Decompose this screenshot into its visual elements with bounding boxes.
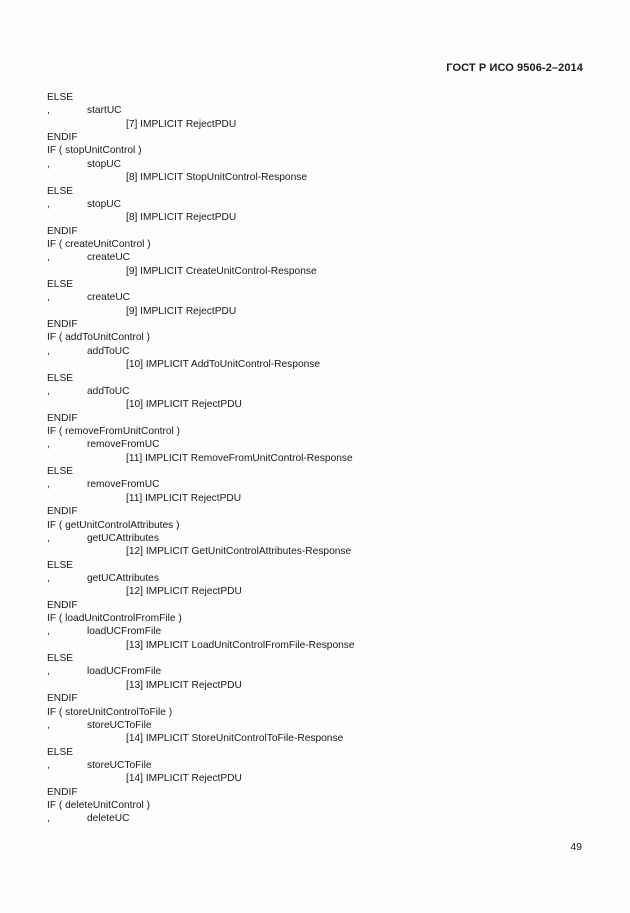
code-line (47, 492, 587, 505)
code-keyword: ENDIF (47, 693, 78, 705)
code-alternative-name: stopUC (87, 158, 121, 170)
code-type-reference: [9] IMPLICIT CreateUnitControl-Response (126, 265, 317, 277)
code-line (47, 545, 587, 558)
code-line (47, 278, 587, 291)
comma-separator: , (47, 479, 50, 491)
code-keyword: IF ( getUnitControlAttributes ) (47, 519, 180, 531)
code-line (47, 398, 587, 411)
code-keyword: IF ( deleteUnitControl ) (47, 800, 151, 812)
code-line (47, 291, 587, 304)
code-line (47, 158, 587, 171)
code-line (47, 372, 587, 385)
code-alternative-name: removeFromUC (87, 439, 160, 451)
code-line (47, 746, 587, 759)
code-line (47, 358, 587, 371)
comma-separator: , (47, 105, 50, 117)
code-keyword: ENDIF (47, 319, 78, 331)
comma-separator: , (47, 572, 50, 584)
code-line (47, 265, 587, 278)
code-line (47, 599, 587, 612)
code-alternative-name: getUCAttributes (87, 532, 159, 544)
code-line (47, 452, 587, 465)
comma-separator: , (47, 719, 50, 731)
code-line (47, 305, 587, 318)
asn1-code-listing (47, 91, 587, 826)
comma-separator: , (47, 439, 50, 451)
code-line (47, 692, 587, 705)
code-alternative-name: createUC (87, 252, 131, 264)
code-line (47, 331, 587, 344)
code-line (47, 759, 587, 772)
code-keyword: ELSE (47, 372, 74, 384)
code-keyword: ELSE (47, 92, 74, 103)
code-line (47, 318, 587, 331)
code-keyword: ELSE (47, 279, 74, 291)
code-line (47, 225, 587, 238)
code-keyword: ENDIF (47, 786, 78, 798)
code-type-reference: [8] IMPLICIT RejectPDU (126, 212, 237, 224)
code-line (47, 719, 587, 732)
code-line (47, 171, 587, 184)
code-alternative-name: addToUC (87, 385, 130, 397)
comma-separator: , (47, 666, 50, 678)
comma-separator: , (47, 198, 50, 210)
code-line (47, 118, 587, 131)
code-alternative-name: stopUC (87, 198, 121, 210)
code-line (47, 345, 587, 358)
code-line (47, 772, 587, 785)
code-type-reference: [14] IMPLICIT RejectPDU (126, 773, 242, 785)
page-number: 49 (570, 841, 582, 853)
code-line (47, 185, 587, 198)
code-line (47, 519, 587, 532)
comma-separator: , (47, 385, 50, 397)
code-line (47, 625, 587, 638)
code-alternative-name: startUC (87, 105, 122, 117)
code-keyword: ELSE (47, 746, 74, 758)
code-type-reference: [11] IMPLICIT RemoveFromUnitControl-Response (126, 452, 353, 464)
code-type-reference: [11] IMPLICIT RejectPDU (126, 492, 242, 504)
code-keyword: IF ( removeFromUnitControl ) (47, 425, 181, 437)
code-line (47, 91, 587, 104)
code-line (47, 211, 587, 224)
code-type-reference: [7] IMPLICIT RejectPDU (126, 118, 237, 130)
code-line (47, 572, 587, 585)
comma-separator: , (47, 813, 50, 825)
code-line (47, 639, 587, 652)
code-type-reference: [9] IMPLICIT RejectPDU (126, 305, 237, 317)
code-alternative-name: storeUCToFile (87, 719, 152, 731)
code-type-reference: [10] IMPLICIT AddToUnitControl-Response (126, 359, 321, 371)
comma-separator: , (47, 759, 50, 771)
code-keyword: ELSE (47, 466, 74, 478)
code-keyword: IF ( storeUnitControlToFile ) (47, 706, 173, 718)
comma-separator: , (47, 158, 50, 170)
code-type-reference: [13] IMPLICIT RejectPDU (126, 679, 242, 691)
code-line (47, 665, 587, 678)
code-line (47, 732, 587, 745)
code-line (47, 652, 587, 665)
code-line (47, 238, 587, 251)
code-keyword: IF ( addToUnitControl ) (47, 332, 151, 344)
code-keyword: ELSE (47, 185, 74, 197)
comma-separator: , (47, 532, 50, 544)
code-alternative-name: removeFromUC (87, 479, 160, 491)
code-alternative-name: loadUCFromFile (87, 666, 162, 678)
code-type-reference: [8] IMPLICIT StopUnitControl-Response (126, 172, 308, 184)
comma-separator: , (47, 252, 50, 264)
code-keyword: ENDIF (47, 132, 78, 144)
code-keyword: ENDIF (47, 599, 78, 611)
document-code-header: ГОСТ Р ИСО 9506-2–2014 (446, 62, 583, 74)
code-line (47, 706, 587, 719)
code-line (47, 812, 587, 825)
code-alternative-name: createUC (87, 292, 131, 304)
comma-separator: , (47, 345, 50, 357)
comma-separator: , (47, 292, 50, 304)
code-line (47, 438, 587, 451)
code-keyword: IF ( loadUnitControlFromFile ) (47, 613, 182, 625)
code-line (47, 104, 587, 117)
code-line (47, 799, 587, 812)
code-line (47, 532, 587, 545)
code-type-reference: [13] IMPLICIT LoadUnitControlFromFile-Response (126, 639, 355, 651)
code-keyword: IF ( stopUnitControl ) (47, 145, 142, 157)
code-line (47, 412, 587, 425)
code-line (47, 612, 587, 625)
code-alternative-name: storeUCToFile (87, 759, 152, 771)
code-line (47, 786, 587, 799)
code-line (47, 144, 587, 157)
code-keyword: ELSE (47, 559, 74, 571)
code-keyword: ELSE (47, 653, 74, 665)
code-line (47, 425, 587, 438)
code-alternative-name: addToUC (87, 345, 130, 357)
code-line (47, 385, 587, 398)
code-alternative-name: loadUCFromFile (87, 626, 162, 638)
code-line (47, 251, 587, 264)
code-type-reference: [10] IMPLICIT RejectPDU (126, 399, 242, 411)
code-alternative-name: deleteUC (87, 813, 130, 825)
code-line (47, 585, 587, 598)
code-line (47, 465, 587, 478)
code-line (47, 478, 587, 491)
code-line (47, 131, 587, 144)
code-keyword: ENDIF (47, 412, 78, 424)
code-keyword: ENDIF (47, 225, 78, 237)
code-type-reference: [14] IMPLICIT StoreUnitControlToFile-Response (126, 733, 344, 745)
code-keyword: IF ( createUnitControl ) (47, 238, 151, 250)
code-type-reference: [12] IMPLICIT GetUnitControlAttributes-Response (126, 546, 352, 558)
code-line (47, 505, 587, 518)
code-alternative-name: getUCAttributes (87, 572, 159, 584)
code-line (47, 679, 587, 692)
code-line (47, 198, 587, 211)
code-keyword: ENDIF (47, 506, 78, 518)
comma-separator: , (47, 626, 50, 638)
code-type-reference: [12] IMPLICIT RejectPDU (126, 586, 242, 598)
code-line (47, 559, 587, 572)
